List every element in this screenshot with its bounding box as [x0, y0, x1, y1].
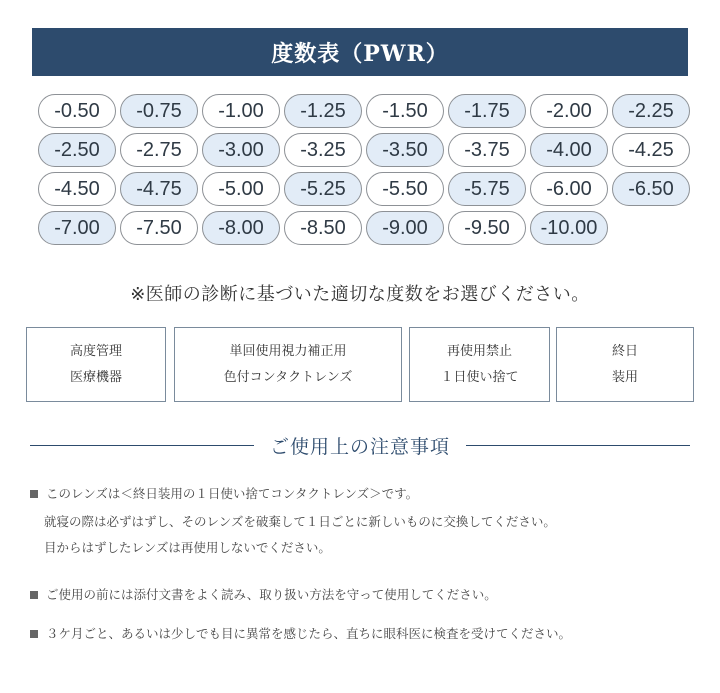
power-pill: -2.25: [612, 94, 690, 128]
power-pill: -8.00: [202, 211, 280, 245]
tag-medical-device: [26, 327, 166, 402]
power-pill: -3.00: [202, 133, 280, 167]
power-pill: -1.25: [284, 94, 362, 128]
power-pill: -3.50: [366, 133, 444, 167]
power-pill: -2.00: [530, 94, 608, 128]
tag-line: 再使用禁止: [446, 343, 512, 359]
tag-line: 医療機器: [69, 369, 122, 385]
tag-daily-wear: [556, 327, 694, 402]
square-bullet-icon: [30, 490, 38, 498]
power-pill: -5.50: [366, 172, 444, 206]
list-item: [30, 585, 497, 603]
tag-line: 終日: [611, 343, 638, 359]
power-pill: -1.75: [448, 94, 526, 128]
note-text: ご使用の前には添付文書をよく読み、取り扱い方法を守って使用してください。: [46, 587, 497, 602]
divider: [466, 445, 690, 446]
square-bullet-icon: [30, 591, 38, 599]
tag-line: 単回使用視力補正用: [229, 343, 347, 359]
power-pill: -10.00: [530, 211, 608, 245]
note-text: 就寝の際は必ずはずし、そのレンズを破棄して１日ごとに新しいものに交換してください。: [44, 514, 556, 529]
power-pill: -6.50: [612, 172, 690, 206]
power-pill: -1.50: [366, 94, 444, 128]
square-bullet-icon: [30, 630, 38, 638]
power-pill: -4.25: [612, 133, 690, 167]
page-title: 度数表（PWR）: [32, 28, 688, 76]
power-pill: -6.00: [530, 172, 608, 206]
tag-line: 色付コンタクトレンズ: [223, 369, 353, 385]
cautions-title: ご使用上の注意事項: [270, 435, 451, 458]
note-text: ３ケ月ごと、あるいは少しでも目に異常を感じたら、直ちに眼科医に検査を受けてください。: [46, 626, 572, 641]
tag-line: １日使い捨て: [440, 369, 519, 385]
power-pill: -3.75: [448, 133, 526, 167]
selection-notice: ※医師の診断に基づいた適切な度数をお選びください。: [130, 284, 590, 305]
divider: [30, 445, 254, 446]
power-pill: -2.75: [120, 133, 198, 167]
power-table: [38, 94, 690, 245]
note-text: このレンズは＜終日装用の１日使い捨てコンタクトレンズ＞です。: [46, 486, 419, 501]
power-pill: -8.50: [284, 211, 362, 245]
power-pill: -1.00: [202, 94, 280, 128]
list-item: [30, 624, 571, 642]
power-pill: -4.50: [38, 172, 116, 206]
power-pill: -9.50: [448, 211, 526, 245]
tag-disposable: [409, 327, 550, 402]
power-pill: -7.00: [38, 211, 116, 245]
cautions-heading: [30, 432, 690, 458]
power-pill: -4.75: [120, 172, 198, 206]
note-text: 目からはずしたレンズは再使用しないでください。: [44, 540, 331, 555]
tag-line: 装用: [611, 369, 638, 385]
power-pill: -2.50: [38, 133, 116, 167]
power-pill: -5.00: [202, 172, 280, 206]
power-pill: -4.00: [530, 133, 608, 167]
list-item: [30, 484, 418, 502]
power-pill: -7.50: [120, 211, 198, 245]
tag-lens-type: [174, 327, 402, 402]
power-pill: -9.00: [366, 211, 444, 245]
power-pill: -5.75: [448, 172, 526, 206]
tag-line: 高度管理: [69, 343, 122, 359]
power-pill: -0.75: [120, 94, 198, 128]
power-pill: -5.25: [284, 172, 362, 206]
power-pill: -0.50: [38, 94, 116, 128]
power-pill: -3.25: [284, 133, 362, 167]
